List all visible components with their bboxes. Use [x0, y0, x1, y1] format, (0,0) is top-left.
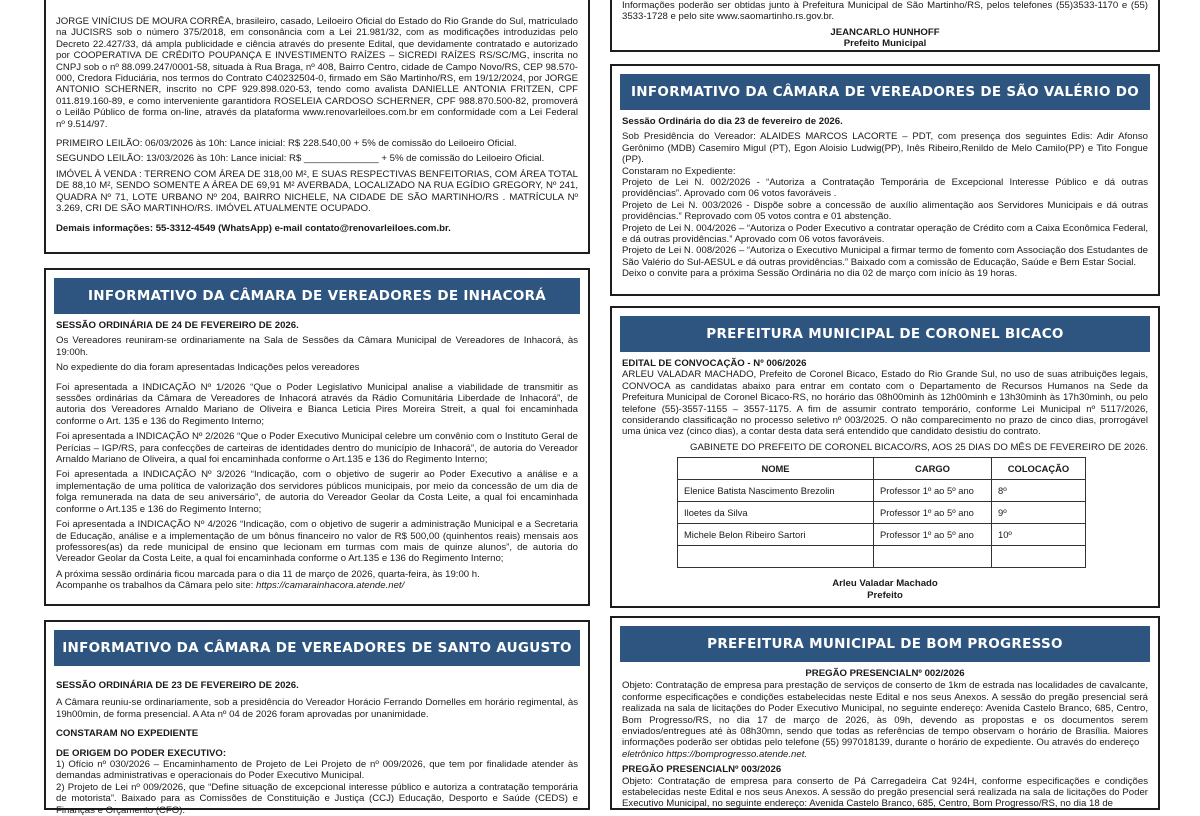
renovar-leiloes-notice: [44, 0, 590, 254]
inhacora-p1: Os Vereadores reuniram-se ordinariamente na Sala de Sessões da Câmara Municipal de Vereadores de Inhacorá, às 19:00h.: [56, 335, 578, 358]
cell-colocacao: [992, 546, 1086, 568]
cell-nome: Michele Belon Ribeiro Sartori: [678, 524, 874, 546]
pregao-003-objeto: Objeto: Contratação de empresa para conserto de Pá Carregadeira Cat 924H, conforme especificações e condições estabelecidas neste Edital e nos seus Anexos. A sessão do pregão presencial será realizada na sala de licitações do Poder Executivo Municipal, no seguinte endereço: Avenida Castelo Branco, 685, Centro, Bom Progresso/RS, no dia 18 de: [622, 775, 1148, 810]
convocation-table: [677, 457, 1086, 568]
sao-valerio-title: INFORMATIVO DA CÂMARA DE VEREADORES DE SÃO VALÉRIO DO SUL: [620, 74, 1150, 110]
coronel-bicaco-role: Prefeito: [867, 589, 903, 601]
sao-valerio-session: Sessão Ordinária do dia 23 de fevereiro de 2026.: [622, 116, 843, 127]
segundo-leilao: SEGUNDO LEILÃO: 13/03/2026 às 10h: Lance inicial: R$ ______________ + 5% de comissão do Leiloeiro Oficial.: [56, 153, 545, 165]
col-colocacao: COLOCAÇÃO: [992, 458, 1086, 480]
projeto-lei-003: Projeto de Lei N. 003/2026 - Dispõe sobre a concessão de auxílio alimentação aos Servidores Municipais e dá outras providências.” Reprovado com 05 votos contra e 01 abstenção.: [622, 199, 1148, 223]
sao-valerio-invite: Deixo o convite para a próxima Sessão Ordinária no dia 02 de março com início às 19 horas.: [622, 268, 1018, 280]
table-row: [678, 502, 1086, 524]
renovar-paragraph: JORGE VINÍCIUS DE MOURA CORRÊA, brasileiro, casado, Leiloeiro Oficial do Estado do Rio Grande do Sul, matriculado na JUCISRS sob o número 375/2018, em consonância com a Lei 21.981/32, com as modificações introduzidas pelo Decreto 22.427/33, dá ampla publicidade e ciência através do presente Edital, que devidamente contratado e autorizado por COOPERATIVA DE CRÉDITO POUPANÇA E INVESTIMENTO RAÍZES – SICREDI RAÍZES RS/SC/MG, inscrita no CNPJ sob o nº 88.099.247/0001-58, situada à Rua Braga, nº 408, Bairro Centro, cidade de Campo Novo/RS, CEP 98.570-000, Credora Fiduciária, nos termos do Contrato C40232504-0, firmado em São Martinho/RS, em 19/12/2024, por JORGE ANTONIO SCHERNER, inscrito no CPF 929.898.020-53, tendo como avalista DANIELLE ANTONIA FRITZEN, CPF 011.819.160-89, e como interveniente garantidora ROSELEIA CARDOSO SCHERNER, CPF 988.870.500-82, promoverá o Leilão Público de forma on-line, através da plataforma www.renovarleiloes.com.br em conformidade com a Lei Federal nº 9.514/97.: [56, 16, 579, 130]
santo-augusto-title: INFORMATIVO DA CÂMARA DE VEREADORES DE SANTO AUGUSTO: [54, 630, 580, 666]
coronel-bicaco-title: PREFEITURA MUNICIPAL DE CORONEL BICACO: [620, 316, 1150, 352]
cell-cargo: [874, 546, 992, 568]
table-row: [678, 524, 1086, 546]
indicacao-1: Foi apresentada a INDICAÇÃO Nº 1/2026 “Que o Poder Legislativo Municipal analise a viabilidade de transmitir as sessões ordinárias da Câmara de Vereadores de Inhacorá através da Rádio Comunitária Liberdade de Inhacorá”, de autoria dos Vereadores Arnaldo Mariano de Oliveira e Bianca Leticia Pires Moreira Streit, a qual foi encaminhada conforme o Art. 135 e 136 do Regimento Interno;: [56, 381, 578, 427]
projeto-lei-004: Projeto de Lei N. 004/2026 – “Autoriza o Poder Executivo a contratar operação de Crédito com a Caixa Econômica Federal, e dá outras providências.” Aprovado com 06 votos favoráveis.: [622, 222, 1148, 246]
origem-executivo: DE ORIGEM DO PODER EXECUTIVO:: [56, 747, 227, 759]
constaram-expediente: CONSTARAM NO EXPEDIENTE: [56, 728, 199, 740]
inhacora-site-label: Acompanhe os trabalhos da Câmara pelo site:: [56, 580, 256, 592]
indicacao-3: Foi apresentada a INDICAÇÃO Nº 3/2026 “Indicação, com o objetivo de sugerir ao Poder Executivo a análise e a implementação de uma política de valorização dos servidores públicos municipais, por meio da concessão de um dia de folga remunerada na data de seu aniversário”, de autoria do Vereador Geolar da Costa Leite, a qual foi encaminhada conforme o Art.135 e 136 do Regimento Interno;: [56, 469, 578, 515]
coronel-bicaco-signer: Arleu Valadar Machado: [832, 578, 938, 590]
col-nome: NOME: [678, 458, 874, 480]
santo-augusto-item-2: 2) Projeto de Lei nº 009/2026, que “Define situação de excepcional interesse público e autoriza a contratação temporária de motorista”. Baixado para as Comissões de Constituição e Justiça (CCJ) Educação, Desporto e Saúde (CEDS) e Finanças e Orçamento (CFO).: [56, 781, 578, 816]
bom-progresso-link[interactable]: eletrônico https://bomprogresso.atende.net.: [622, 748, 808, 760]
cell-nome: Iloetes da Silva: [678, 502, 874, 524]
inhacora-session: SESSÃO ORDINÁRIA DE 24 DE FEVEREIRO DE 2026.: [56, 320, 299, 331]
inhacora-notice: [44, 268, 590, 606]
sao-martinho-notice: [610, 0, 1160, 52]
cell-cargo: Professor 1º ao 5º ano: [874, 502, 992, 524]
sao-martinho-info: Informações poderão ser obtidas junto à Prefeitura Municipal de São Martinho/RS, pelos telefones (55)3533-1170 e (55) 3533-1728 e pelo site www.saomartinho.rs.gov.br.: [622, 0, 1148, 23]
pregao-002: PREGÃO PRESENCIALNº 002/2026: [805, 668, 965, 679]
gabinete-line: GABINETE DO PREFEITO DE CORONEL BICACO/RS, AOS 25 DIAS DO MÊS DE FEVEREIRO DE 2026.: [690, 441, 1148, 453]
table-row: [678, 480, 1086, 502]
inhacora-next-session: A próxima sessão ordinária ficou marcada para o dia 11 de março de 2026, quarta-feira, às 19:00 h.: [56, 568, 480, 580]
cell-cargo: Professor 1º ao 5º ano: [874, 480, 992, 502]
inhacora-site-link[interactable]: https://camarainhacora.atende.net/: [255, 580, 405, 592]
cell-colocacao: 10º: [992, 524, 1086, 546]
santo-augusto-session: SESSÃO ORDINÁRIA DE 23 DE FEVEREIRO DE 2026.: [56, 680, 299, 691]
demais-informacoes: Demais informações: 55-3312-4549 (WhatsApp) e-mail contato@renovarleiloes.com.br.: [56, 222, 451, 234]
sao-martinho-signer: JEANCARLO HUNHOFF: [830, 26, 940, 38]
sao-valerio-p2: Constaram no Expediente:: [622, 165, 736, 177]
col-cargo: CARGO: [874, 458, 992, 480]
projeto-lei-008: Projeto de Lei N. 008/2026 – “Autoriza o Executivo Municipal a firmar termo de fomento com Associação dos Estudantes de São Valério do Sul-AESUL e dá outras providências.” Baixado com a comissão de Educação, Saúde e Bem Estar Social.: [622, 245, 1148, 268]
inhacora-p2: No expediente do dia foram apresentadas Indicações pelos vereadores: [56, 362, 360, 374]
table-row: [678, 546, 1086, 568]
coronel-bicaco-p1: ARLEU VALADAR MACHADO, Prefeito de Coronel Bicaco, Estado do Rio Grande Sul, no uso de suas atribuições legais, CONVOCA as candidatas abaixo para entrar em contato com o Departamento de Recursos Humanos na Sede da Prefeitura Municipal de Coronel Bicaco-RS, no horário das 08h00minh às 12h00minh e 13h30minh às 17h30minh, ou pelo telefone (55)-3557-1155 – 3557-1175. A fim de assumir contrato temporário, conforme Lei Municipal nº 5117/2026, considerando classificação no processo seletivo nº 003/2025. O não comparecimento no prazo de cinco dias, prorrogável uma única vez (cinco dias), a contar desta data será entendido que candidato desistiu do contrato.: [622, 369, 1148, 438]
santo-augusto-notice: [44, 620, 590, 816]
pregao-002-objeto: Objeto: Contratação de empresa para prestação de serviços de conserto de 1km de estrada nas localidades de cavalcante, conforme especificações e condições estabelecidas neste Edital e nos seus Anexos. A sessão do pregão presencial será realizada na sala de licitações do Poder Executivo Municipal, no seguinte endereço: Avenida Castelo Branco, 685, Centro, Bom Progresso/RS, no dia 17 de março de 2026, às 09h, devendo as propostas e os documentos serem enviados/entregues até às 08h30mn, sendo que todas as referências de tempo observam o horário de Brasília. Maiores informações poderão ser obtidas pelo telefone (55) 997018139, durante o horário de expediente. Ou através do endereço: [622, 680, 1148, 749]
imovel-a-venda: IMÓVEL À VENDA : TERRENO COM ÁREA DE 318,00 M², E SUAS RESPECTIVAS BENFEITORIAS, COM ÁREA TOTAL DE 88,10 M², SENDO SOMENTE A ÁREA DE 69,91 M² AVERBADA, LOCALIZADO NA RUA EGÍDIO GREGORY, Nº 241, QUADRA Nº 71, LOTE URBANO Nº 204, BAIRRO NICHELE, NA CIDADE DE SÃO MARTINHO/RS . MATRÍCULA Nº 3.269, CRI DE SÃO MARTINHO/RS. IMÓVEL ATUALMENTE OCUPADO.: [56, 168, 578, 215]
primeiro-leilao: PRIMEIRO LEILÃO: 06/03/2026 às 10h: Lance inicial: R$ 228.540,00 + 5% de comissão do Leiloeiro Oficial.: [56, 138, 517, 150]
projeto-lei-002: Projeto de Lei N. 002/2026 - “Autoriza a Contratação Temporária de Excepcional Interesse Público e dá outras providências”. Aprovado com 06 votos favoráveis .: [622, 177, 1148, 200]
inhacora-title: INFORMATIVO DA CÂMARA DE VEREADORES DE INHACORÁ: [54, 278, 580, 314]
santo-augusto-item-1: 1) Ofício nº 030/2026 – Encaminhamento de Projeto de Lei Projeto de nº 009/2026, que tem por finalidade atender às demandas administrativas e operacionais do Poder Executivo Municipal.: [56, 759, 578, 782]
bom-progresso-title: PREFEITURA MUNICIPAL DE BOM PROGRESSO: [620, 626, 1150, 662]
cell-colocacao: 8º: [992, 480, 1086, 502]
bom-progresso-notice: [610, 616, 1160, 810]
indicacao-2: Foi apresentada a INDICAÇÃO Nº 2/2026 “Que o Poder Executivo Municipal celebre um convênio com o Instituto Geral de Perícias – IGP/RS, para confecções de carteiras de identidades dentro do município de Inhacorá”, de autoria do Vereador Arnaldo Mariano de Oliveira, a qual foi encaminhada conforme o Art.135 e 136 do Regimento Interno;: [56, 431, 578, 466]
pregao-003: PREGÃO PRESENCIALNº 003/2026: [622, 764, 782, 776]
cell-nome: Elenice Batista Nascimento Brezolin: [678, 480, 874, 502]
indicacao-4: Foi apresentada a INDICAÇÃO Nº 4/2026 “Indicação, com o objetivo de sugerir a administração Municipal e a Secretaria de Educação, análise e a implementação de um bônus financeiro no valor de R$ 500,00 (quinhentos reais) mensais aos professores(as) da rede municipal de ensino que lecionam em turmas com mais de quinze alunos”, de autoria do Vereador Geolar da Costa Leite, a qual foi encaminhada conforme o Art.135 e 136 do Regimento Interno;: [56, 519, 578, 565]
sao-valerio-p1: Sob Presidência do Vereador: ALAIDES MARCOS LACORTE – PDT, com presença dos seguintes Edis: Adir Afonso Gerônimo (MDB) Casemiro Migul (PT), Egon Aloisio Ludwig(PP), Inês Ribeiro,Renildo de Melo Camilo(PP) e Tito Fongue (PP).: [622, 131, 1148, 166]
santo-augusto-p1: A Câmara reuniu-se ordinariamente, sob a presidência do Vereador Horácio Ferrando Dornelles em horário regimental, às 19h00min, de forma presencial. A Ata nº 04 de 2026 foram aprovadas por unanimidade.: [56, 697, 578, 720]
edital-convocacao: EDITAL DE CONVOCAÇÃO - Nº 006/2026: [622, 358, 807, 369]
cell-colocacao: 9º: [992, 502, 1086, 524]
sao-valerio-notice: [610, 64, 1160, 296]
cell-nome: [678, 546, 874, 568]
coronel-bicaco-notice: [610, 306, 1160, 608]
sao-martinho-role: Prefeito Municipal: [843, 38, 927, 50]
cell-cargo: Professor 1º ao 5º ano: [874, 524, 992, 546]
